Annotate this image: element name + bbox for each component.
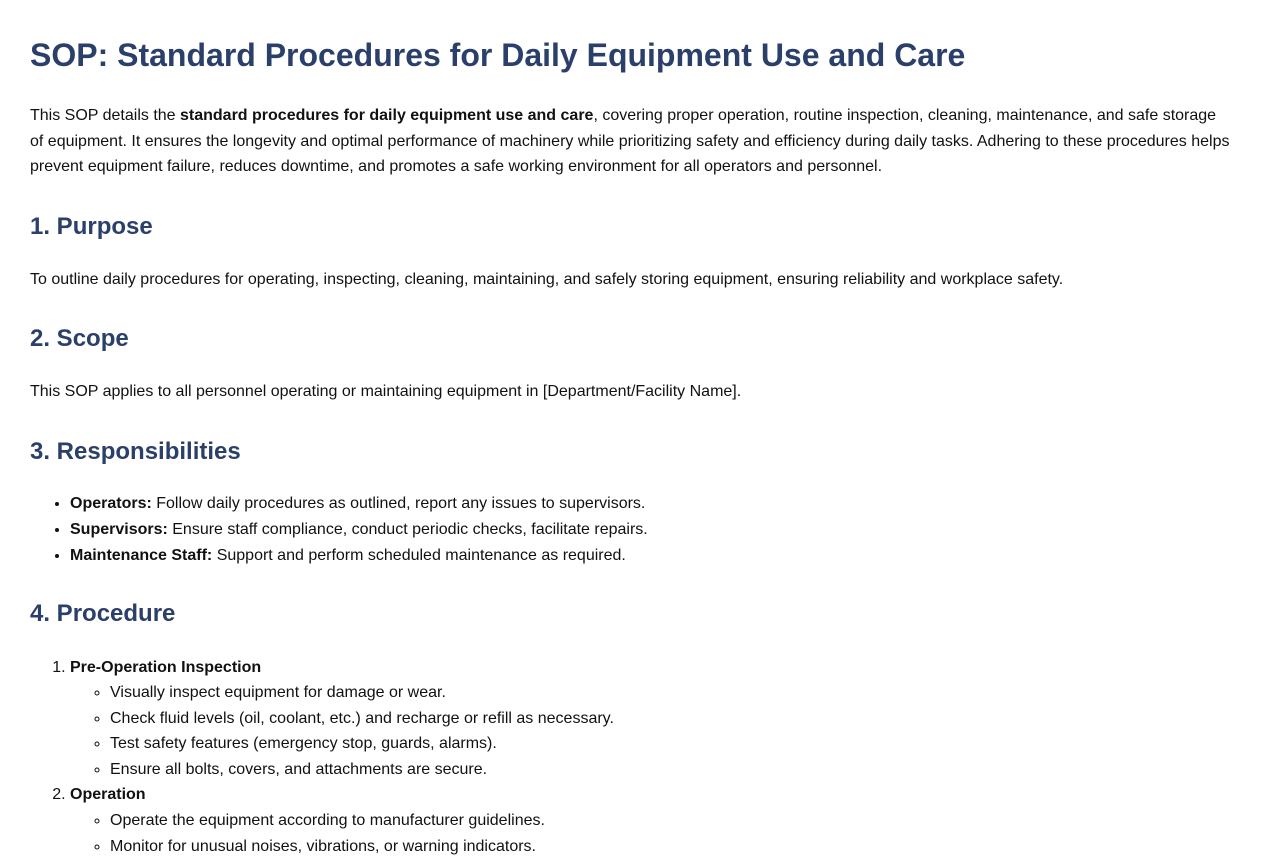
- page-title: SOP: Standard Procedures for Daily Equipment Use and Care: [30, 0, 1233, 74]
- list-item: ◦ Operate the equipment according to manufacturer guidelines.: [110, 808, 1233, 834]
- purpose-text: To outline daily procedures for operating, inspecting, cleaning, maintaining, and safely storing equipment, ensuring reliability and workplace safety.: [30, 267, 1233, 293]
- intro-text-before: This SOP details the: [30, 107, 180, 124]
- section-heading-procedure: 4. Procedure: [30, 599, 1233, 629]
- list-item: ◦ Monitor for unusual noises, vibrations, or warning indicators.: [110, 834, 1233, 859]
- intro-text-after: , covering proper operation, routine inspection, cleaning, maintenance, and safe storage of equipment. It ensures the longevity and optimal performance of machinery while prioritizing safety and efficiency during daily tasks. Adhering to these procedures helps prevent equipment failure, reduces downtime, and promotes a safe working environment for all operators and personnel.: [30, 107, 1229, 175]
- procedure-step-title: Operation: [70, 786, 146, 803]
- section-heading-responsibilities: 3. Responsibilities: [30, 437, 1233, 467]
- role-description: Support and perform scheduled maintenance as required.: [212, 547, 626, 564]
- list-item: [70, 491, 1233, 517]
- procedure-substeps: [70, 680, 1233, 782]
- procedure-step-title: Pre-Operation Inspection: [70, 659, 261, 676]
- list-item: ◦ Test safety features (emergency stop, guards, alarms).: [110, 731, 1233, 757]
- role-description: Ensure staff compliance, conduct periodic checks, facilitate repairs.: [168, 521, 648, 538]
- procedure-substeps: [70, 808, 1233, 859]
- list-item: [70, 517, 1233, 543]
- intro-text-bold: standard procedures for daily equipment use and care: [180, 107, 593, 124]
- list-item: ◦ Ensure all bolts, covers, and attachments are secure.: [110, 757, 1233, 783]
- role-label: Supervisors:: [70, 521, 168, 538]
- list-item: ◦ Check fluid levels (oil, coolant, etc.) and recharge or refill as necessary.: [110, 706, 1233, 732]
- procedure-list: [30, 655, 1233, 859]
- role-label: Operators:: [70, 495, 152, 512]
- list-item: ◦ Visually inspect equipment for damage or wear.: [110, 680, 1233, 706]
- list-item: [70, 543, 1233, 569]
- procedure-step: [70, 782, 1233, 859]
- intro-paragraph: [30, 103, 1233, 180]
- procedure-step: [70, 655, 1233, 783]
- role-label: Maintenance Staff:: [70, 547, 212, 564]
- responsibilities-list: [30, 491, 1233, 569]
- section-heading-purpose: 1. Purpose: [30, 212, 1233, 242]
- scope-text: This SOP applies to all personnel operating or maintaining equipment in [Department/Facility Name].: [30, 379, 1233, 405]
- role-description: Follow daily procedures as outlined, report any issues to supervisors.: [152, 495, 646, 512]
- section-heading-scope: 2. Scope: [30, 324, 1233, 354]
